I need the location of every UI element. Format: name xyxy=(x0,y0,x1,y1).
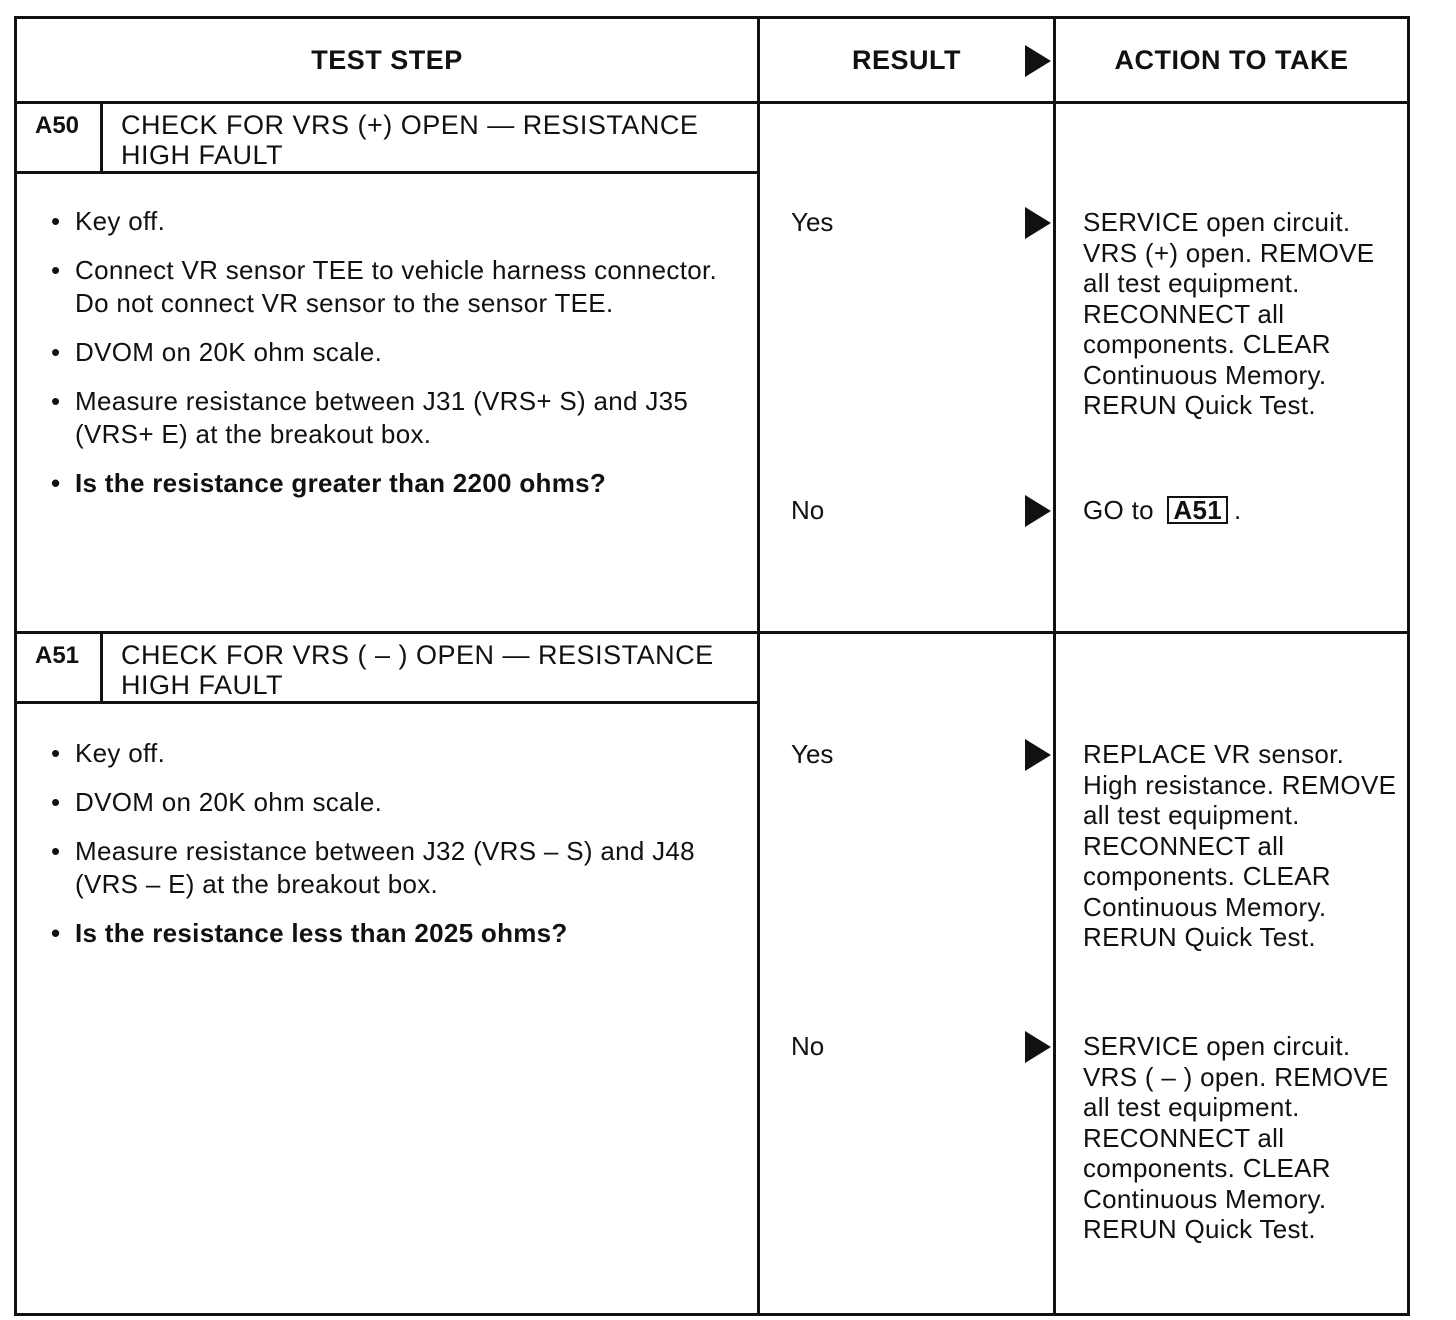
arrow-icon xyxy=(1025,207,1051,239)
column-divider-result xyxy=(757,19,760,1313)
action-goto-prefix: GO to xyxy=(1083,495,1154,525)
step-title: CHECK FOR VRS (+) OPEN — RESISTANCE HIGH FAULT xyxy=(121,110,699,170)
arrow-icon xyxy=(1025,495,1051,527)
step-a51-instructions xyxy=(51,737,731,966)
action-goto xyxy=(1083,495,1403,526)
header-result: RESULT xyxy=(852,44,961,75)
instruction-question: • Is the resistance less than 2025 ohms? xyxy=(51,917,731,950)
header-action: ACTION TO TAKE xyxy=(1114,44,1349,75)
instruction-item: • Measure resistance between J32 (VRS – S) and J48 (VRS – E) at the breakout box. xyxy=(51,835,731,901)
step-reference-a51[interactable]: A51 xyxy=(1167,496,1228,524)
step-a50-instructions xyxy=(51,205,731,516)
result-yes: Yes xyxy=(791,207,834,237)
action-text: SERVICE open circuit. VRS (+) open. REMOVE all test equipment. RECONNECT all components. CLEAR Continuous Memory. RERUN Quick Test. xyxy=(1083,207,1375,420)
step-title: CHECK FOR VRS ( – ) OPEN — RESISTANCE HIGH FAULT xyxy=(121,640,714,700)
result-no: No xyxy=(791,1031,825,1061)
column-divider-action xyxy=(1053,19,1056,1313)
arrow-icon xyxy=(1025,739,1051,771)
step-id: A50 xyxy=(17,104,103,171)
step-header-a50 xyxy=(17,104,757,174)
arrow-icon xyxy=(1025,1031,1051,1063)
instruction-item: • Measure resistance between J31 (VRS+ S) and J35 (VRS+ E) at the breakout box. xyxy=(51,385,731,451)
action-goto-suffix: . xyxy=(1234,495,1242,525)
diagnostic-table xyxy=(14,16,1410,1316)
header-arrow-icon xyxy=(1025,45,1051,77)
header-test-step: TEST STEP xyxy=(311,44,463,75)
result-no: No xyxy=(791,495,825,525)
step-id: A51 xyxy=(17,634,103,701)
instruction-item: • Connect VR sensor TEE to vehicle harness connector. Do not connect VR sensor to the sensor TEE. xyxy=(51,254,731,320)
instruction-item: • DVOM on 20K ohm scale. xyxy=(51,336,731,369)
action-text: SERVICE open circuit. VRS ( – ) open. REMOVE all test equipment. RECONNECT all components. CLEAR Continuous Memory. RERUN Quick Test. xyxy=(1083,1031,1389,1244)
instruction-question: • Is the resistance greater than 2200 ohms? xyxy=(51,467,731,500)
step-header-a51 xyxy=(17,634,757,704)
instruction-item: • Key off. xyxy=(51,205,731,238)
result-yes: Yes xyxy=(791,739,834,769)
instruction-item: • Key off. xyxy=(51,737,731,770)
instruction-item: • DVOM on 20K ohm scale. xyxy=(51,786,731,819)
action-text: REPLACE VR sensor. High resistance. REMOVE all test equipment. RECONNECT all components. CLEAR Continuous Memory. RERUN Quick Test. xyxy=(1083,739,1397,952)
